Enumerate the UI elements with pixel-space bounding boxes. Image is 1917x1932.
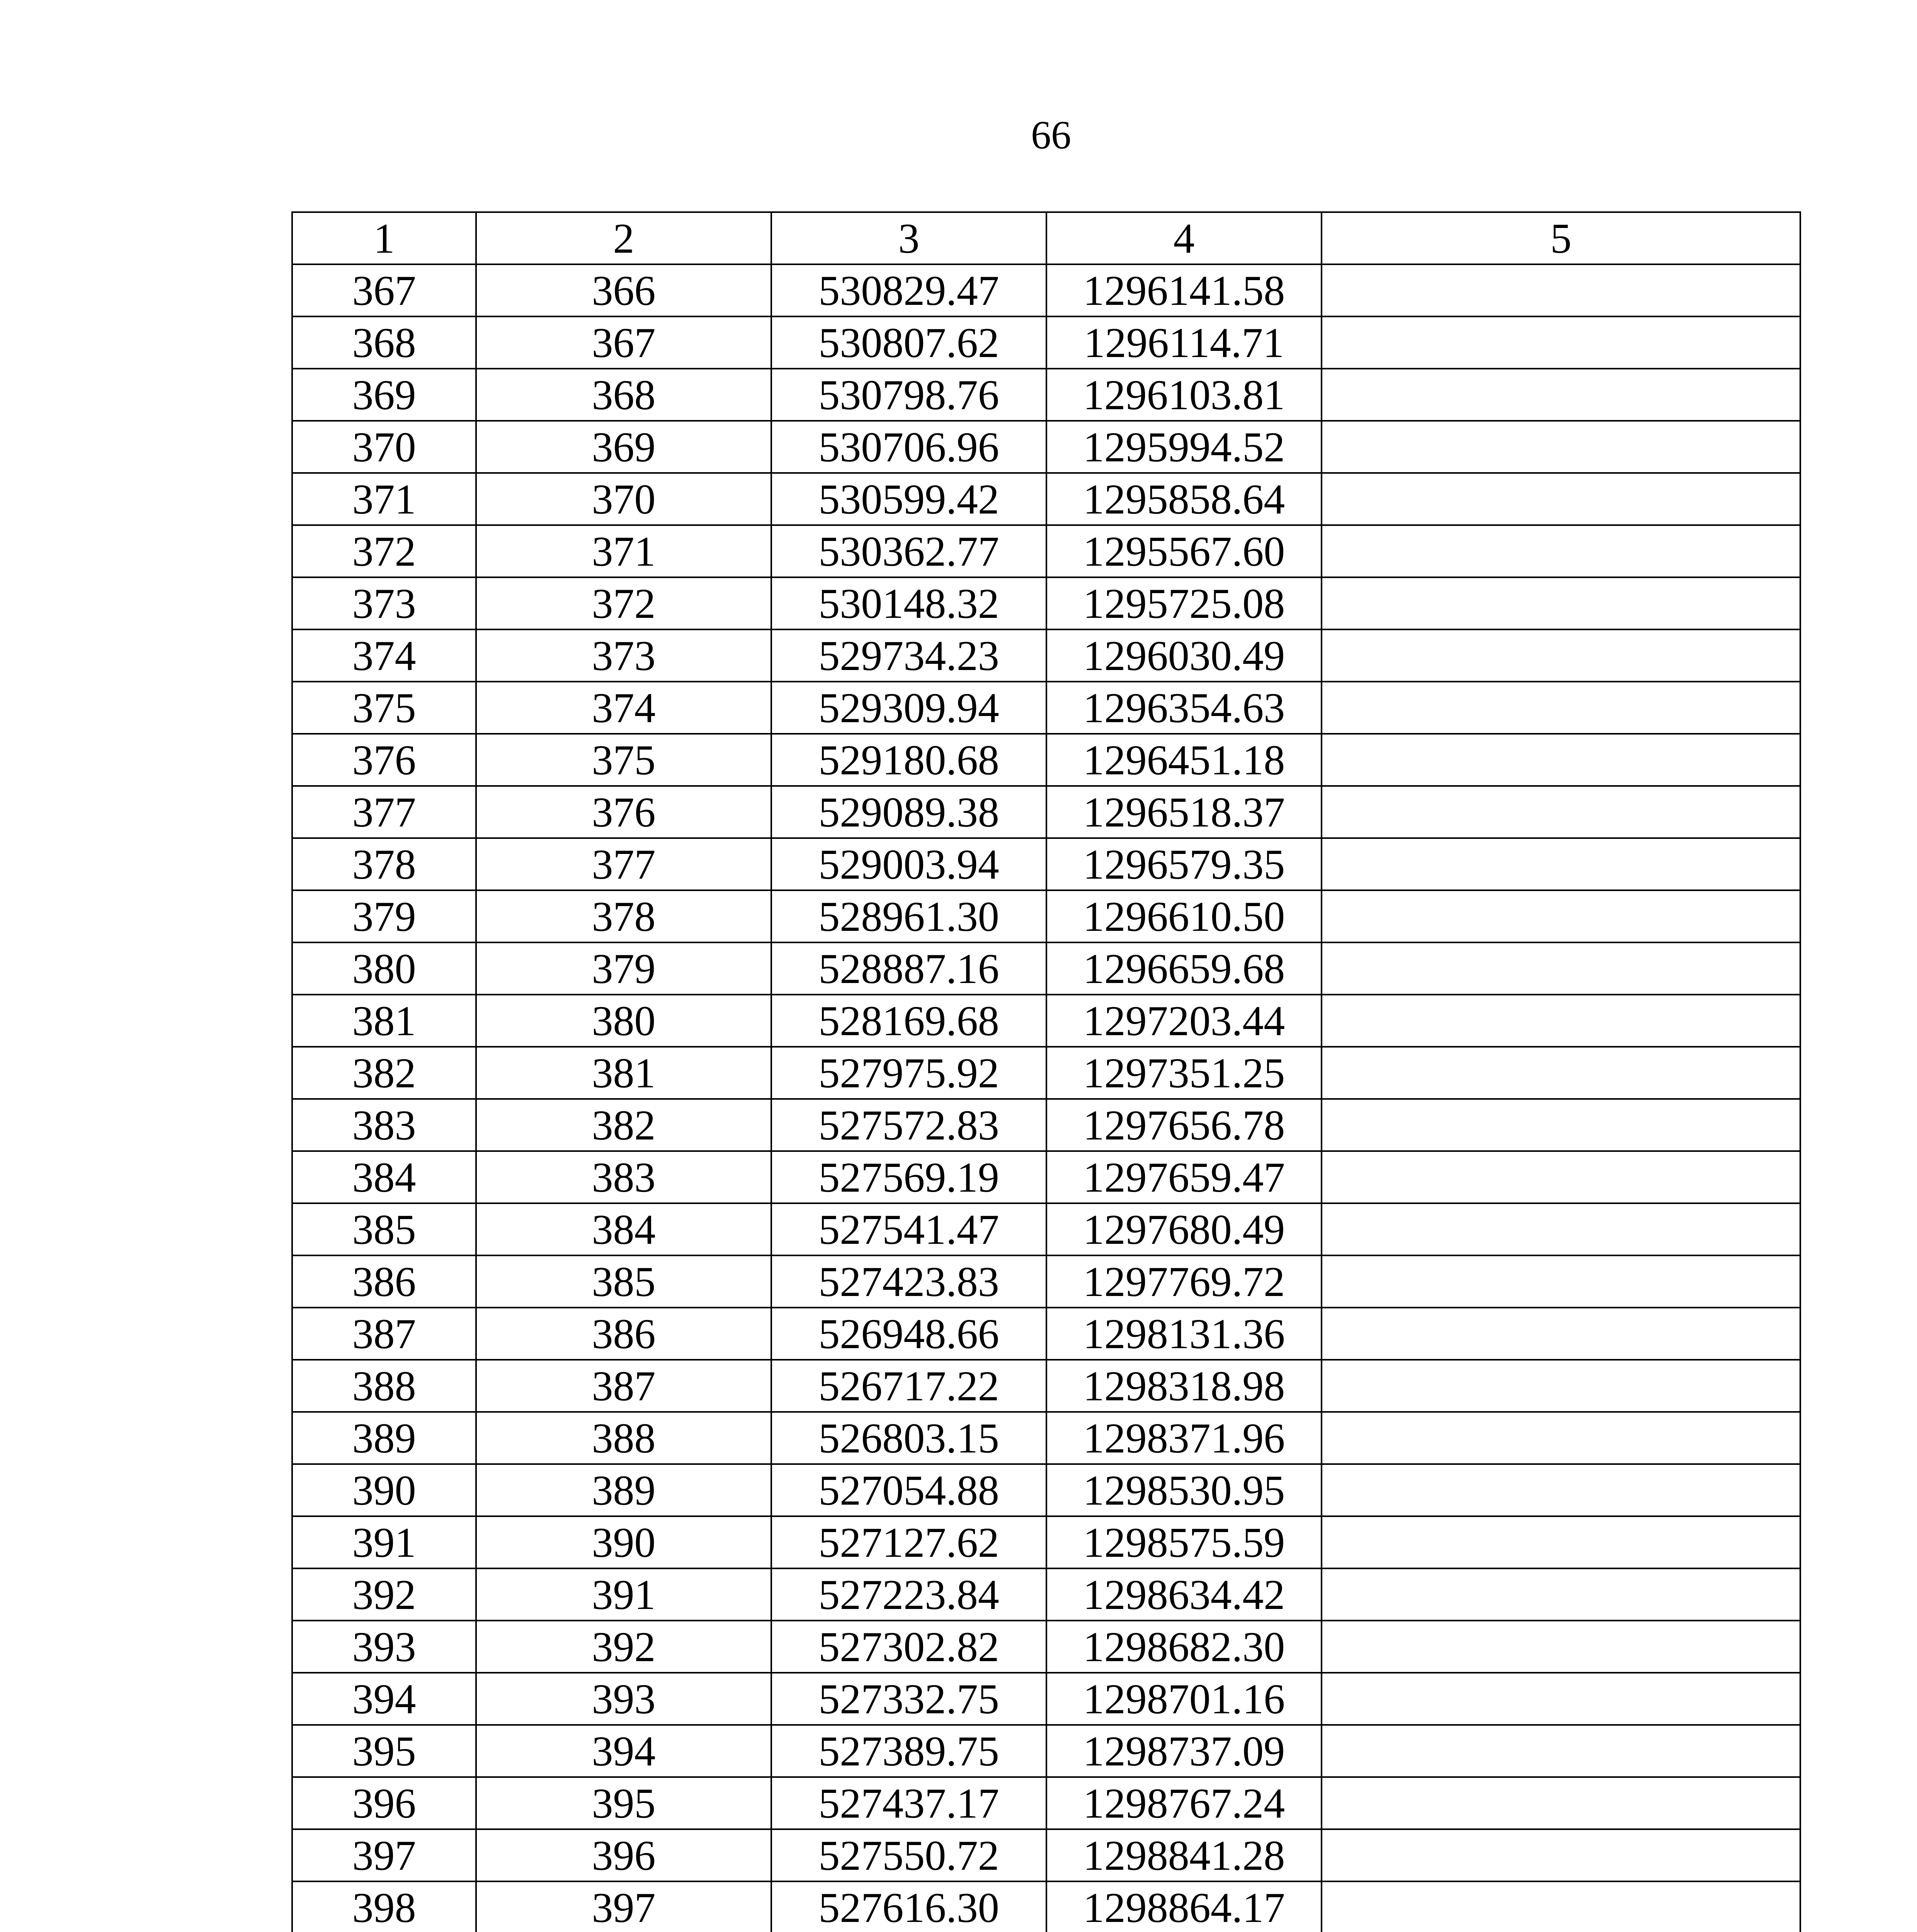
- table-cell-col-2: 374: [476, 682, 771, 734]
- table-cell-col-3: 530798.76: [771, 369, 1046, 421]
- table-row: [292, 1151, 1800, 1203]
- table-cell-col-5: [1322, 1308, 1800, 1360]
- table-cell-col-1: 398: [292, 1881, 476, 1932]
- table-row: [292, 786, 1800, 838]
- table-row: [292, 316, 1800, 369]
- table-cell-col-4: 1297351.25: [1046, 1047, 1322, 1099]
- table-cell-col-4: 1298530.95: [1046, 1464, 1322, 1516]
- table-cell-col-1: 392: [292, 1568, 476, 1621]
- table-cell-col-1: 391: [292, 1516, 476, 1568]
- table-cell-col-5: [1322, 1829, 1800, 1881]
- table-row: [292, 1568, 1800, 1621]
- table-cell-col-1: 374: [292, 629, 476, 682]
- table-cell-col-2: 386: [476, 1308, 771, 1360]
- table-cell-col-4: 1297656.78: [1046, 1099, 1322, 1151]
- table-cell-col-3: 527302.82: [771, 1621, 1046, 1673]
- table-cell-col-3: 527975.92: [771, 1047, 1046, 1099]
- table-cell-col-3: 528887.16: [771, 942, 1046, 995]
- table-cell-col-3: 530829.47: [771, 264, 1046, 316]
- table-cell-col-2: 371: [476, 525, 771, 577]
- table-cell-col-4: 1296610.50: [1046, 890, 1322, 942]
- table-row: [292, 1360, 1800, 1412]
- table-cell-col-5: [1322, 1881, 1800, 1932]
- table-cell-col-1: 372: [292, 525, 476, 577]
- column-header-2: 2: [476, 212, 771, 264]
- table-cell-col-3: 529089.38: [771, 786, 1046, 838]
- table-cell-col-1: 373: [292, 577, 476, 629]
- table-row: [292, 838, 1800, 890]
- table-cell-col-3: 527572.83: [771, 1099, 1046, 1151]
- table-cell-col-5: [1322, 942, 1800, 995]
- table-cell-col-4: 1295994.52: [1046, 421, 1322, 473]
- table-cell-col-4: 1296030.49: [1046, 629, 1322, 682]
- table-cell-col-3: 527616.30: [771, 1881, 1046, 1932]
- table-cell-col-5: [1322, 1777, 1800, 1829]
- table-cell-col-1: 393: [292, 1621, 476, 1673]
- table-cell-col-3: 527332.75: [771, 1673, 1046, 1725]
- table-cell-col-3: 527569.19: [771, 1151, 1046, 1203]
- table-cell-col-4: 1298737.09: [1046, 1725, 1322, 1777]
- table-row: [292, 1673, 1800, 1725]
- table-cell-col-2: 379: [476, 942, 771, 995]
- table-cell-col-5: [1322, 1360, 1800, 1412]
- table-cell-col-4: 1296659.68: [1046, 942, 1322, 995]
- table-row: [292, 1203, 1800, 1255]
- column-header-5: 5: [1322, 212, 1800, 264]
- table-cell-col-3: 530148.32: [771, 577, 1046, 629]
- table-cell-col-5: [1322, 629, 1800, 682]
- table-cell-col-4: 1298682.30: [1046, 1621, 1322, 1673]
- table-row: [292, 942, 1800, 995]
- table-cell-col-1: 382: [292, 1047, 476, 1099]
- table-cell-col-1: 371: [292, 473, 476, 525]
- table-cell-col-4: 1296451.18: [1046, 734, 1322, 786]
- table-cell-col-5: [1322, 1255, 1800, 1308]
- table-cell-col-1: 395: [292, 1725, 476, 1777]
- table-cell-col-3: 530807.62: [771, 316, 1046, 369]
- table-cell-col-4: 1296103.81: [1046, 369, 1322, 421]
- table-row: [292, 682, 1800, 734]
- table-cell-col-2: 384: [476, 1203, 771, 1255]
- table-cell-col-4: 1295567.60: [1046, 525, 1322, 577]
- table-row: [292, 1047, 1800, 1099]
- table-cell-col-2: 380: [476, 995, 771, 1047]
- column-header-4: 4: [1046, 212, 1322, 264]
- table-cell-col-1: 368: [292, 316, 476, 369]
- table-row: [292, 421, 1800, 473]
- table-cell-col-2: 383: [476, 1151, 771, 1203]
- table-row: [292, 525, 1800, 577]
- table-cell-col-4: 1298634.42: [1046, 1568, 1322, 1621]
- table-cell-col-5: [1322, 838, 1800, 890]
- table-cell-col-1: 375: [292, 682, 476, 734]
- table-cell-col-5: [1322, 1516, 1800, 1568]
- table-cell-col-1: 370: [292, 421, 476, 473]
- table-cell-col-3: 527223.84: [771, 1568, 1046, 1621]
- table-cell-col-5: [1322, 1621, 1800, 1673]
- table-row: [292, 1516, 1800, 1568]
- table-cell-col-5: [1322, 1464, 1800, 1516]
- table-cell-col-1: 378: [292, 838, 476, 890]
- table-cell-col-2: 394: [476, 1725, 771, 1777]
- table-cell-col-1: 367: [292, 264, 476, 316]
- table-cell-col-2: 369: [476, 421, 771, 473]
- table-cell-col-4: 1296141.58: [1046, 264, 1322, 316]
- table-cell-col-3: 528169.68: [771, 995, 1046, 1047]
- table-row: [292, 629, 1800, 682]
- page-number: 66: [1031, 113, 1071, 157]
- table-cell-col-4: 1298864.17: [1046, 1881, 1322, 1932]
- table-cell-col-3: 527389.75: [771, 1725, 1046, 1777]
- table-cell-col-2: 389: [476, 1464, 771, 1516]
- table-row: [292, 1255, 1800, 1308]
- table-cell-col-4: 1295725.08: [1046, 577, 1322, 629]
- table-cell-col-5: [1322, 264, 1800, 316]
- table-row: [292, 264, 1800, 316]
- table-cell-col-2: 375: [476, 734, 771, 786]
- table-cell-col-5: [1322, 1412, 1800, 1464]
- table-cell-col-5: [1322, 316, 1800, 369]
- table-cell-col-2: 393: [476, 1673, 771, 1725]
- table-cell-col-2: 367: [476, 316, 771, 369]
- table-cell-col-4: 1295858.64: [1046, 473, 1322, 525]
- table-cell-col-3: 529003.94: [771, 838, 1046, 890]
- table-cell-col-5: [1322, 786, 1800, 838]
- table-cell-col-4: 1296354.63: [1046, 682, 1322, 734]
- table-cell-col-5: [1322, 1203, 1800, 1255]
- table-cell-col-4: 1297680.49: [1046, 1203, 1322, 1255]
- table-body: [292, 264, 1800, 1932]
- table-cell-col-3: 529309.94: [771, 682, 1046, 734]
- table-cell-col-5: [1322, 369, 1800, 421]
- table-cell-col-5: [1322, 1725, 1800, 1777]
- table-cell-col-5: [1322, 1568, 1800, 1621]
- table-cell-col-2: 387: [476, 1360, 771, 1412]
- table-cell-col-2: 377: [476, 838, 771, 890]
- table-cell-col-1: 387: [292, 1308, 476, 1360]
- table-row: [292, 734, 1800, 786]
- table-cell-col-1: 379: [292, 890, 476, 942]
- table-row: [292, 1308, 1800, 1360]
- table-row: [292, 1777, 1800, 1829]
- table-cell-col-5: [1322, 995, 1800, 1047]
- table-cell-col-1: 389: [292, 1412, 476, 1464]
- table-cell-col-2: 381: [476, 1047, 771, 1099]
- table-cell-col-5: [1322, 682, 1800, 734]
- table-cell-col-1: 397: [292, 1829, 476, 1881]
- table-cell-col-5: [1322, 525, 1800, 577]
- table-cell-col-3: 530599.42: [771, 473, 1046, 525]
- column-header-1: 1: [292, 212, 476, 264]
- table-cell-col-2: 397: [476, 1881, 771, 1932]
- table-cell-col-3: 526803.15: [771, 1412, 1046, 1464]
- table-cell-col-1: 376: [292, 734, 476, 786]
- table-cell-col-4: 1298318.98: [1046, 1360, 1322, 1412]
- table-row: [292, 1829, 1800, 1881]
- table-cell-col-2: 372: [476, 577, 771, 629]
- table-row: [292, 1621, 1800, 1673]
- table-cell-col-3: 527437.17: [771, 1777, 1046, 1829]
- table-row: [292, 1881, 1800, 1932]
- table-row: [292, 1464, 1800, 1516]
- table-cell-col-4: 1296518.37: [1046, 786, 1322, 838]
- table-cell-col-1: 384: [292, 1151, 476, 1203]
- table-cell-col-4: 1296579.35: [1046, 838, 1322, 890]
- table-cell-col-4: 1298371.96: [1046, 1412, 1322, 1464]
- table-cell-col-5: [1322, 1673, 1800, 1725]
- table-cell-col-4: 1298841.28: [1046, 1829, 1322, 1881]
- table-row: [292, 577, 1800, 629]
- table-cell-col-1: 394: [292, 1673, 476, 1725]
- table-cell-col-4: 1298575.59: [1046, 1516, 1322, 1568]
- table-cell-col-2: 378: [476, 890, 771, 942]
- table-cell-col-3: 530362.77: [771, 525, 1046, 577]
- table-cell-col-4: 1297769.72: [1046, 1255, 1322, 1308]
- table-cell-col-2: 366: [476, 264, 771, 316]
- table-cell-col-5: [1322, 890, 1800, 942]
- table-cell-col-1: 388: [292, 1360, 476, 1412]
- table-cell-col-3: 526948.66: [771, 1308, 1046, 1360]
- table-row: [292, 995, 1800, 1047]
- column-header-3: 3: [771, 212, 1046, 264]
- table-cell-col-2: 373: [476, 629, 771, 682]
- table-cell-col-1: 390: [292, 1464, 476, 1516]
- table-cell-col-2: 396: [476, 1829, 771, 1881]
- table-cell-col-5: [1322, 1099, 1800, 1151]
- table-cell-col-2: 391: [476, 1568, 771, 1621]
- table-cell-col-3: 527550.72: [771, 1829, 1046, 1881]
- table-row: [292, 1412, 1800, 1464]
- table-cell-col-2: 382: [476, 1099, 771, 1151]
- table-row: [292, 1099, 1800, 1151]
- table-cell-col-3: 527054.88: [771, 1464, 1046, 1516]
- table-cell-col-4: 1298701.16: [1046, 1673, 1322, 1725]
- table-cell-col-1: 383: [292, 1099, 476, 1151]
- table-row: [292, 369, 1800, 421]
- table-cell-col-5: [1322, 1151, 1800, 1203]
- coordinates-table: [291, 211, 1801, 1932]
- table-cell-col-5: [1322, 1047, 1800, 1099]
- table-row: [292, 890, 1800, 942]
- table-cell-col-1: 396: [292, 1777, 476, 1829]
- table-cell-col-3: 528961.30: [771, 890, 1046, 942]
- table-cell-col-2: 385: [476, 1255, 771, 1308]
- table-cell-col-2: 395: [476, 1777, 771, 1829]
- table-cell-col-3: 527127.62: [771, 1516, 1046, 1568]
- table-cell-col-1: 381: [292, 995, 476, 1047]
- table-cell-col-3: 529734.23: [771, 629, 1046, 682]
- table-cell-col-2: 370: [476, 473, 771, 525]
- table-cell-col-5: [1322, 421, 1800, 473]
- table-cell-col-1: 369: [292, 369, 476, 421]
- table-cell-col-3: 527541.47: [771, 1203, 1046, 1255]
- table-cell-col-4: 1298767.24: [1046, 1777, 1322, 1829]
- table-cell-col-3: 527423.83: [771, 1255, 1046, 1308]
- table-cell-col-1: 385: [292, 1203, 476, 1255]
- table-header: [292, 212, 1800, 264]
- table-cell-col-5: [1322, 473, 1800, 525]
- table-cell-col-1: 377: [292, 786, 476, 838]
- table-cell-col-4: 1297203.44: [1046, 995, 1322, 1047]
- table-cell-col-4: 1298131.36: [1046, 1308, 1322, 1360]
- table-cell-col-2: 376: [476, 786, 771, 838]
- table-cell-col-5: [1322, 577, 1800, 629]
- table-cell-col-4: 1296114.71: [1046, 316, 1322, 369]
- table-cell-col-2: 368: [476, 369, 771, 421]
- table-cell-col-3: 526717.22: [771, 1360, 1046, 1412]
- table-cell-col-2: 392: [476, 1621, 771, 1673]
- table-cell-col-1: 380: [292, 942, 476, 995]
- table-cell-col-2: 388: [476, 1412, 771, 1464]
- header-row: [292, 212, 1800, 264]
- table-cell-col-2: 390: [476, 1516, 771, 1568]
- table-row: [292, 1725, 1800, 1777]
- table-cell-col-3: 530706.96: [771, 421, 1046, 473]
- table-cell-col-3: 529180.68: [771, 734, 1046, 786]
- table-cell-col-4: 1297659.47: [1046, 1151, 1322, 1203]
- table-row: [292, 473, 1800, 525]
- table-cell-col-5: [1322, 734, 1800, 786]
- table-cell-col-1: 386: [292, 1255, 476, 1308]
